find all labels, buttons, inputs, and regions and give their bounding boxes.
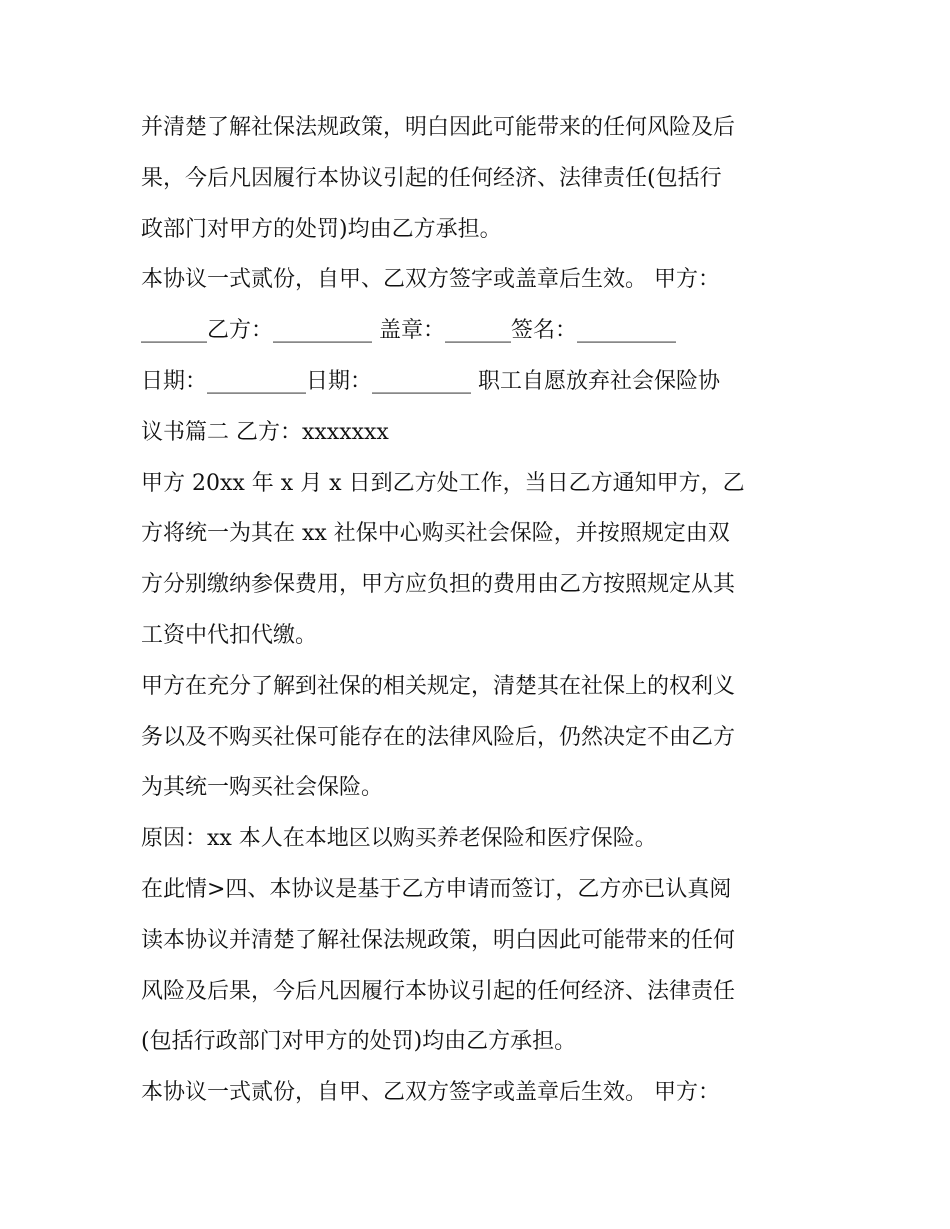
text-line: 在此情>四、本协议是基于乙方申请而签订，乙方亦已认真阅 [141, 876, 732, 902]
text-line: 为其统一购买社会保险。 [141, 775, 384, 801]
text-line: 本协议一式贰份，自甲、乙双方签字或盖章后生效。 甲方： [141, 1080, 720, 1106]
text-line: 工资中代扣代缴。 [141, 622, 318, 648]
text-line: 风险及后果，今后凡因履行本协议引起的任何经济、法律责任 [141, 978, 736, 1004]
text-line: 本协议一式贰份，自甲、乙双方签字或盖章后生效。 甲方： [141, 267, 720, 293]
text-line: 果，今后凡因履行本协议引起的任何经济、法律责任(包括行 [141, 165, 722, 191]
text-line: 方将统一为其在 xx 社保中心购买社会保险，并按照规定由双 [141, 521, 730, 547]
text-line: (包括行政部门对甲方的处罚)均由乙方承担。 [141, 1029, 577, 1055]
text-line: 甲方 20xx 年 x 月 x 日到乙方处工作，当日乙方通知甲方，乙 [141, 470, 745, 496]
date-fields-line: 日期：_________日期：_________ 职工自愿放弃社会保险协 [141, 368, 720, 394]
text-line: 并清楚了解社保法规政策，明白因此可能带来的任何风险及后 [141, 115, 736, 140]
text-line: 方分别缴纳参保费用，甲方应负担的费用由乙方按照规定从其 [141, 572, 736, 598]
section-heading-line: 议书篇二 乙方：xxxxxxx [141, 419, 389, 445]
text-line: 原因：xx 本人在本地区以购买养老保险和医疗保险。 [141, 826, 657, 852]
text-line: 甲方在充分了解到社保的相关规定，清楚其在社保上的权利义 [141, 673, 736, 699]
text-line: 政部门对甲方的处罚)均由乙方承担。 [141, 216, 502, 242]
text-line: 读本协议并清楚了解社保法规政策，明白因此可能带来的任何 [141, 927, 736, 953]
text-line: 务以及不购买社保可能存在的法律风险后，仍然决定不由乙方 [141, 724, 736, 750]
document-body [141, 103, 821, 1119]
signature-fields-line: ______乙方：_________ 盖章：______签名：_________ [141, 318, 676, 344]
